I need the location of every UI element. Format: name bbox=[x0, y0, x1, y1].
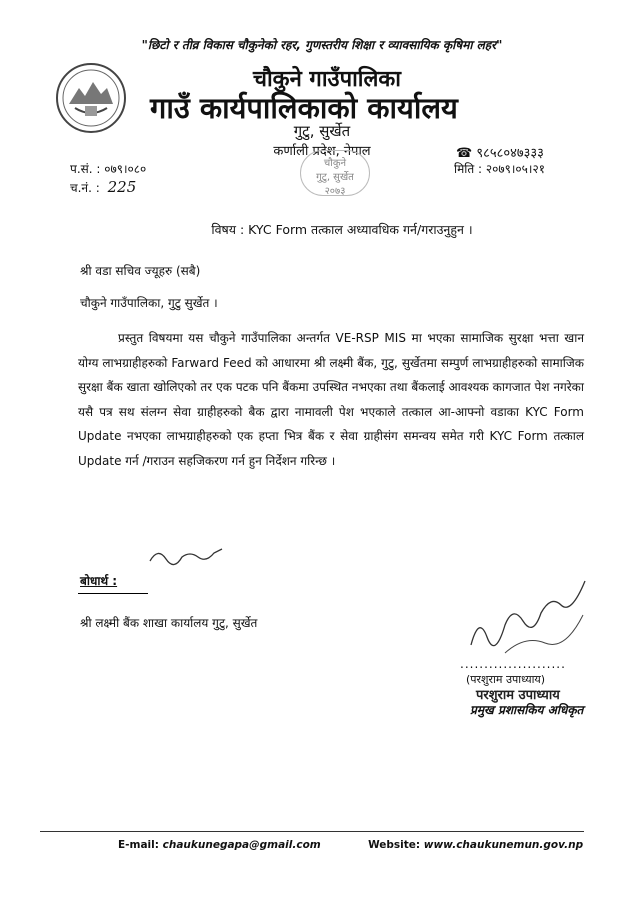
municipality-name: चौकुने गाउँपालिका bbox=[253, 67, 401, 92]
reg-label: च.नं. : bbox=[70, 181, 100, 195]
ref-label: प.सं. : bbox=[70, 162, 101, 176]
phone-icon: ☎ bbox=[456, 146, 473, 161]
initial-signature bbox=[148, 545, 228, 567]
cc-divider bbox=[78, 593, 148, 594]
office-location: गुटु, सुर्खेत bbox=[293, 122, 351, 140]
ref-value: ०७९।०८० bbox=[104, 162, 147, 176]
recipient-line: श्री वडा सचिव ज्यूहरु (सबै) bbox=[80, 264, 201, 278]
office-name: गाउँ कार्यपालिकाको कार्यालय bbox=[150, 91, 458, 125]
email-address: chaukunegapa@gmail.com bbox=[162, 839, 321, 851]
date-label: मिति : bbox=[454, 162, 483, 176]
slogan: "छिटो र तीव्र विकास चौकुनेको रहर, गुणस्तरीय शिक्षा र व्यावसायिक कृषिमा लहर" bbox=[141, 38, 503, 52]
signatory-name-parenthesized: (परशुराम उपाध्याय) bbox=[466, 673, 546, 686]
stamp-line: गुटु, सुर्खेत bbox=[316, 172, 354, 183]
letter-date bbox=[454, 160, 545, 177]
stamp-line: २०७३ bbox=[324, 186, 346, 197]
office-province: कर्णाली प्रदेश, नेपाल bbox=[273, 144, 371, 159]
website-url: www.chaukunemun.gov.np bbox=[423, 839, 584, 851]
reference-number bbox=[70, 160, 146, 177]
recipient-address: चौकुने गाउँपालिका, गुटु सुर्खेत । bbox=[80, 296, 218, 310]
dispatch-number bbox=[70, 178, 136, 196]
letter-subject: विषय : KYC Form तत्काल अध्यावधिक गर्न/गराउनुहुन । bbox=[211, 222, 473, 237]
officer-signature bbox=[465, 575, 595, 655]
email-label: E-mail: bbox=[118, 839, 159, 851]
stamp-line: चौकुने bbox=[323, 158, 347, 169]
office-stamp bbox=[300, 150, 370, 196]
signature-line: ...................... bbox=[460, 657, 566, 671]
cc-label: बोधार्थ : bbox=[80, 574, 118, 588]
website-label: Website: bbox=[368, 839, 421, 851]
signatory-title: प्रमुख प्रशासकिय अधिकृत bbox=[470, 703, 584, 717]
signatory-name-stamp: परशुराम उपाध्याय bbox=[476, 688, 560, 703]
phone-value: ९८५८०४७३३३ bbox=[476, 146, 544, 161]
date-value: २०७९।०५।२१ bbox=[485, 162, 545, 176]
cc-recipient: श्री लक्ष्मी बैंक शाखा कार्यालय गुटु, सुर्खेत bbox=[80, 616, 258, 630]
reg-value: 225 bbox=[107, 178, 137, 196]
footer-contact bbox=[118, 839, 583, 851]
phone-number bbox=[456, 143, 544, 161]
footer-divider bbox=[40, 831, 584, 832]
letter-body: प्रस्तुत विषयमा यस चौकुने गाउँपालिका अन्तर्गत VE-RSP MIS मा भएका सामाजिक सुरक्षा भत्ता खान योग्य लाभग्राहीहरुको Farward Feed को आधारमा श्री लक्ष्मी बैंक, गुटु, सुर्खेतमा सम्पुर्ण लाभग्राहीहरुको सामाजिक सुरक्षा बैंक खाता खोलिएको तर एक पटक पनि बैंकमा उपस्थित नभएका तथा बैंकलाई आवश्यक कागजात पेश नगरेका यसै पत्र सथ संलग्न सेवा ग्राहीहरुको बैक द्वारा नामावली पेश भएकाले तत्काल आ-आफ्नो वडाका KYC Form Update नभएका लाभग्राहीहरुको एक हप्ता भित्र बैंक र सेवा ग्राहीसंग समन्वय समेत गरी KYC Form तत्काल Update गर्न /गराउन सहजिकरण गर्न हुन निर्देशन गरिन्छ । bbox=[78, 331, 584, 468]
